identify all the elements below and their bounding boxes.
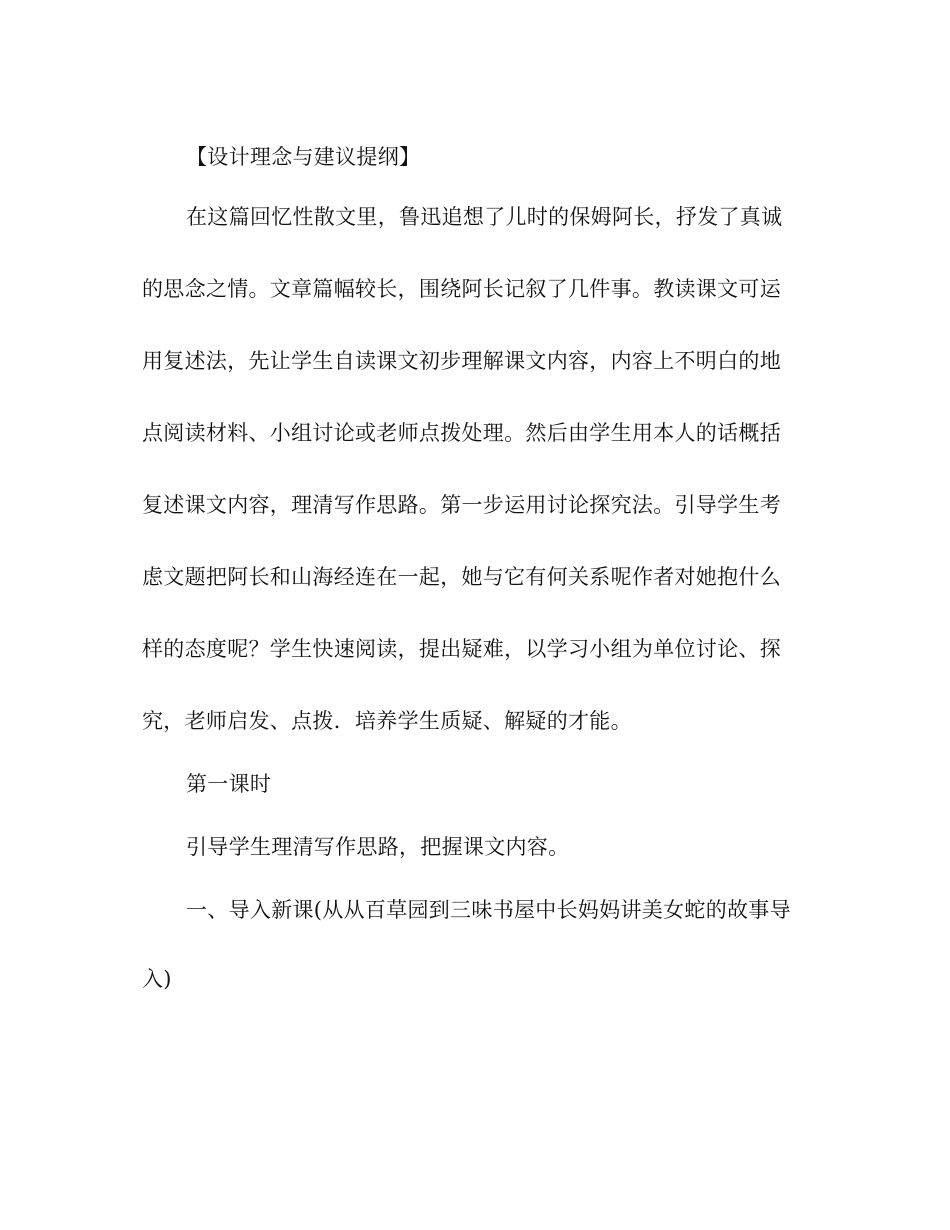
paragraph-line: 复述课文内容，理清写作思路。第一步运用讨论探究法。引导学生考: [142, 493, 781, 517]
section-line: 一、导入新课(从从百草园到三味书屋中长妈妈讲美女蛇的故事导: [186, 898, 791, 922]
paragraph-line: 在这篇回忆性散文里，鲁迅追想了儿时的保姆阿长，抒发了真诚: [186, 205, 783, 229]
lesson-label: 第一课时: [186, 772, 272, 796]
paragraph-line: 点阅读材料、小组讨论或老师点拨处理。然后由学生用本人的话概括: [142, 421, 781, 445]
paragraph-line: 的思念之情。文章篇幅较长，围绕阿长记叙了几件事。教读课文可运: [142, 277, 781, 301]
section-heading: 【设计理念与建议提纲】: [186, 145, 421, 169]
paragraph-line: 究，老师启发、点拨．培养学生质疑、解疑的才能。: [142, 709, 632, 733]
paragraph-line: 样的态度呢？学生快速阅读，提出疑难，以学习小组为单位讨论、探: [142, 637, 781, 661]
section-line: 入): [142, 967, 172, 991]
lesson-goal: 引导学生理清写作思路，把握课文内容。: [186, 835, 570, 859]
paragraph-line: 虑文题把阿长和山海经连在一起，她与它有何关系呢作者对她抱什么: [142, 565, 781, 589]
paragraph-line: 用复述法，先让学生自读课文初步理解课文内容，内容上不明白的地: [142, 349, 781, 373]
